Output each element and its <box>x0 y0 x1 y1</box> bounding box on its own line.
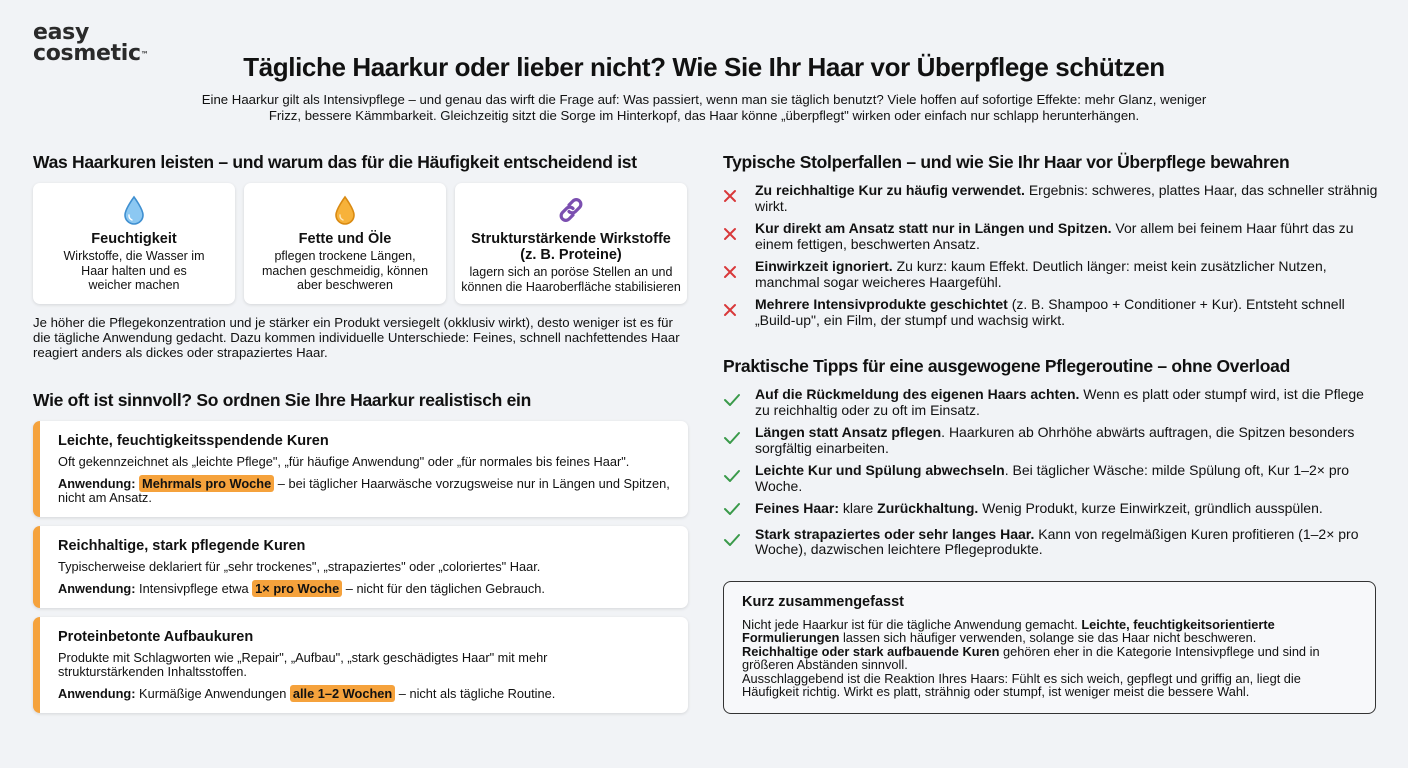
pitfall-bold: Mehrere Intensivprodukte geschichtet <box>755 296 1008 312</box>
intro-text: Eine Haarkur gilt als Intensivpflege – und genau das wirft die Frage auf: Was passiert, wenn man sie täglich benutzt? Viele hoffen auf sofortige Effekte: mehr Glanz, weniger Frizz, bessere Kämmbarkeit. Gleichzeitig sitzt die Sorge im Hinterkopf, das Haar könne „überpflegt" wirken oder einfach nur schlapp herunterhängen. <box>201 92 1207 123</box>
cross-icon <box>723 297 755 321</box>
pitfall-item <box>723 259 1378 290</box>
frequency-usage <box>58 477 670 505</box>
frequency-title: Reichhaltige, stark pflegende Kuren <box>58 538 306 554</box>
brand-line-2: cosmetic <box>33 41 141 66</box>
summary-paragraph-2 <box>742 645 1357 672</box>
water-drop-icon <box>33 193 235 227</box>
benefit-cards <box>33 183 688 304</box>
tip-bold: Leichte Kur und Spülung abwechseln <box>755 462 1005 478</box>
oil-drop-icon <box>244 193 446 227</box>
frequency-card-rich <box>33 526 688 608</box>
summary-text: lassen sich häufiger verwenden, solange sie das Haar nicht beschweren. <box>839 630 1257 645</box>
usage-pre: Kurmäßige Anwendungen <box>139 686 287 701</box>
pitfalls-list <box>723 183 1378 328</box>
pitfall-bold: Zu reichhaltige Kur zu häufig verwendet. <box>755 182 1025 198</box>
check-icon <box>723 387 755 411</box>
tip-item <box>723 387 1378 418</box>
summary-box <box>723 581 1376 714</box>
trademark: ™ <box>140 50 149 59</box>
usage-label: Anwendung: <box>58 686 136 701</box>
summary-bold: Leichte, feuchtigkeitsorientierte Formulierungen <box>742 616 1275 645</box>
pitfall-bold: Kur direkt am Ansatz statt nur in Längen und Spitzen. <box>755 220 1112 236</box>
frequency-highlight: alle 1–2 Wochen <box>290 685 395 702</box>
usage-label: Anwendung: <box>58 476 136 491</box>
check-icon <box>723 501 755 520</box>
right-column <box>723 152 1378 714</box>
tip-bold: Auf die Rückmeldung des eigenen Haars achten. <box>755 386 1080 402</box>
tip-bold: Stark strapaziertes oder sehr langes Haar. <box>755 525 1035 542</box>
pitfalls-heading: Typische Stolperfallen – und wie Sie Ihr Haar vor Überpflege bewahren <box>723 152 1290 172</box>
frequency-title: Leichte, feuchtigkeitsspendende Kuren <box>58 433 329 449</box>
tip-bold: Längen statt Ansatz pflegen <box>755 424 942 440</box>
left-column <box>33 152 688 713</box>
cross-icon <box>723 183 755 207</box>
summary-bold: Reichhaltige oder stark aufbauende Kuren <box>742 643 1000 659</box>
pitfall-text: Zu kurz: kaum Effekt. Deutlich länger: meist kein zusätzlicher Nutzen, manchmal sogar weicheres Haargefühl. <box>755 258 1327 290</box>
benefits-heading: Was Haarkuren leisten – und warum das für die Häufigkeit entscheidend ist <box>33 152 637 172</box>
tip-text: Wenn es platt oder stumpf wird, ist die Pflege zu reichhaltig oder zu oft im Einsatz. <box>755 386 1364 418</box>
cross-icon <box>723 221 755 245</box>
check-icon <box>723 527 755 551</box>
frequency-list <box>33 421 688 713</box>
tip-bold-2: Zurückhaltung. <box>877 500 979 516</box>
summary-paragraph-3: Ausschlaggebend ist die Reaktion Ihres Haars: Fühlt es sich weich, gepflegt und griffig an, liegt die Häufigkeit richtig. Wirkt es platt, strähnig oder stumpf, ist weniger meist die bessere Wahl. <box>742 670 1301 699</box>
pitfall-item <box>723 221 1378 252</box>
frequency-highlight: 1× pro Woche <box>252 580 342 597</box>
card-desc: Wirkstoffe, die Wasser im Haar halten und es weicher machen <box>63 249 205 292</box>
usage-text: – nicht als tägliche Routine. <box>398 686 556 701</box>
benefit-card-oils <box>244 183 446 304</box>
frequency-desc: Typischerweise deklariert für „sehr trockenes", „strapaziertes" oder „coloriertes" Haar. <box>58 559 541 574</box>
benefits-paragraph: Je höher die Pflegekonzentration und je stärker ein Produkt versiegelt (okklusiv wirkt), desto weniger ist es für die tägliche Anwendung gedacht. Dazu kommen individuelle Unterschiede: Feines, schnell nachfettendes Haar reagiert anders als dickes oder strapaziertes Haar. <box>33 315 680 360</box>
benefit-card-moisture <box>33 183 235 304</box>
check-icon <box>723 463 755 487</box>
summary-title: Kurz zusammengefasst <box>742 593 904 610</box>
tip-text-2: Wenig Produkt, kurze Einwirkzeit, gründlich ausspülen. <box>978 500 1323 516</box>
pitfall-text: Vor allem bei feinem Haar führt das zu einem fettigen, beschwerten Ansatz. <box>755 220 1354 252</box>
tip-item <box>723 527 1378 558</box>
tip-text: . Haarkuren ab Ohrhöhe abwärts auftragen, die Spitzen besonders sorgfältig einarbeiten. <box>755 424 1355 456</box>
link-icon <box>455 193 687 227</box>
tip-item <box>723 463 1378 494</box>
card-title: Feuchtigkeit <box>91 231 177 247</box>
pitfall-item <box>723 297 1378 328</box>
cross-icon <box>723 259 755 283</box>
tip-text: Kann von regelmäßigen Kuren profitieren (1–2× pro Woche), dazwischen leichtere Pflegeprodukte. <box>755 525 1359 557</box>
tip-item <box>723 501 1378 520</box>
usage-text: – nicht für den täglichen Gebrauch. <box>345 581 545 596</box>
tips-list <box>723 387 1378 558</box>
frequency-card-light <box>33 421 688 517</box>
pitfall-text: Ergebnis: schweres, plattes Haar, das schneller strähnig wirkt. <box>755 182 1378 214</box>
card-desc: lagern sich an poröse Stellen an und können die Haaroberfläche stabilisieren <box>461 265 681 294</box>
brand-line-1: easy <box>33 20 90 45</box>
pitfall-item <box>723 183 1378 214</box>
check-icon <box>723 425 755 449</box>
tip-text: klare <box>839 500 878 516</box>
frequency-desc: Oft gekennzeichnet als „leichte Pflege", „für häufige Anwendung" oder „für normales bis feines Haar". <box>58 454 630 469</box>
pitfall-bold: Einwirkzeit ignoriert. <box>755 258 893 274</box>
frequency-title: Proteinbetonte Aufbaukuren <box>58 629 254 645</box>
summary-paragraph-1 <box>742 618 1357 645</box>
card-title: Strukturstärkende Wirkstoffe (z. B. Proteine) <box>471 231 671 263</box>
usage-label: Anwendung: <box>58 581 136 596</box>
summary-text: gehören eher in die Kategorie Intensivpflege und sind in größeren Abständen sinnvoll. <box>742 643 1320 672</box>
summary-text: Nicht jede Haarkur ist für die tägliche Anwendung gemacht. <box>742 616 1082 632</box>
usage-pre: Intensivpflege etwa <box>139 581 249 596</box>
tip-text: . Bei täglicher Wäsche: milde Spülung oft, Kur 1–2× pro Woche. <box>755 462 1350 494</box>
tips-heading: Praktische Tipps für eine ausgewogene Pflegeroutine – ohne Overload <box>723 356 1290 376</box>
usage-text: – bei täglicher Haarwäsche vorzugsweise nur in Längen und Spitzen, nicht am Ansatz. <box>58 476 670 505</box>
card-desc: pflegen trockene Längen, machen geschmeidig, können aber beschweren <box>261 249 429 292</box>
pitfall-text: (z. B. Shampoo + Conditioner + Kur). Entsteht schnell „Build-up", ein Film, der stumpf und wachsig wirkt. <box>755 296 1345 328</box>
frequency-heading: Wie oft ist sinnvoll? So ordnen Sie Ihre Haarkur realistisch ein <box>33 390 531 410</box>
frequency-card-protein <box>33 617 688 713</box>
tip-item <box>723 425 1378 456</box>
frequency-desc: Produkte mit Schlagworten wie „Repair", „Aufbau", „stark geschädigtes Haar" mit mehr strukturstärkenden Inhaltsstoffen. <box>58 650 548 679</box>
benefit-card-proteins <box>455 183 687 304</box>
frequency-usage <box>58 687 670 701</box>
tip-bold: Feines Haar: <box>755 500 840 516</box>
frequency-highlight: Mehrmals pro Woche <box>139 475 274 492</box>
card-title: Fette und Öle <box>298 231 392 247</box>
frequency-usage <box>58 582 670 596</box>
page-title: Tägliche Haarkur oder lieber nicht? Wie Sie Ihr Haar vor Überpflege schützen <box>243 52 1165 82</box>
